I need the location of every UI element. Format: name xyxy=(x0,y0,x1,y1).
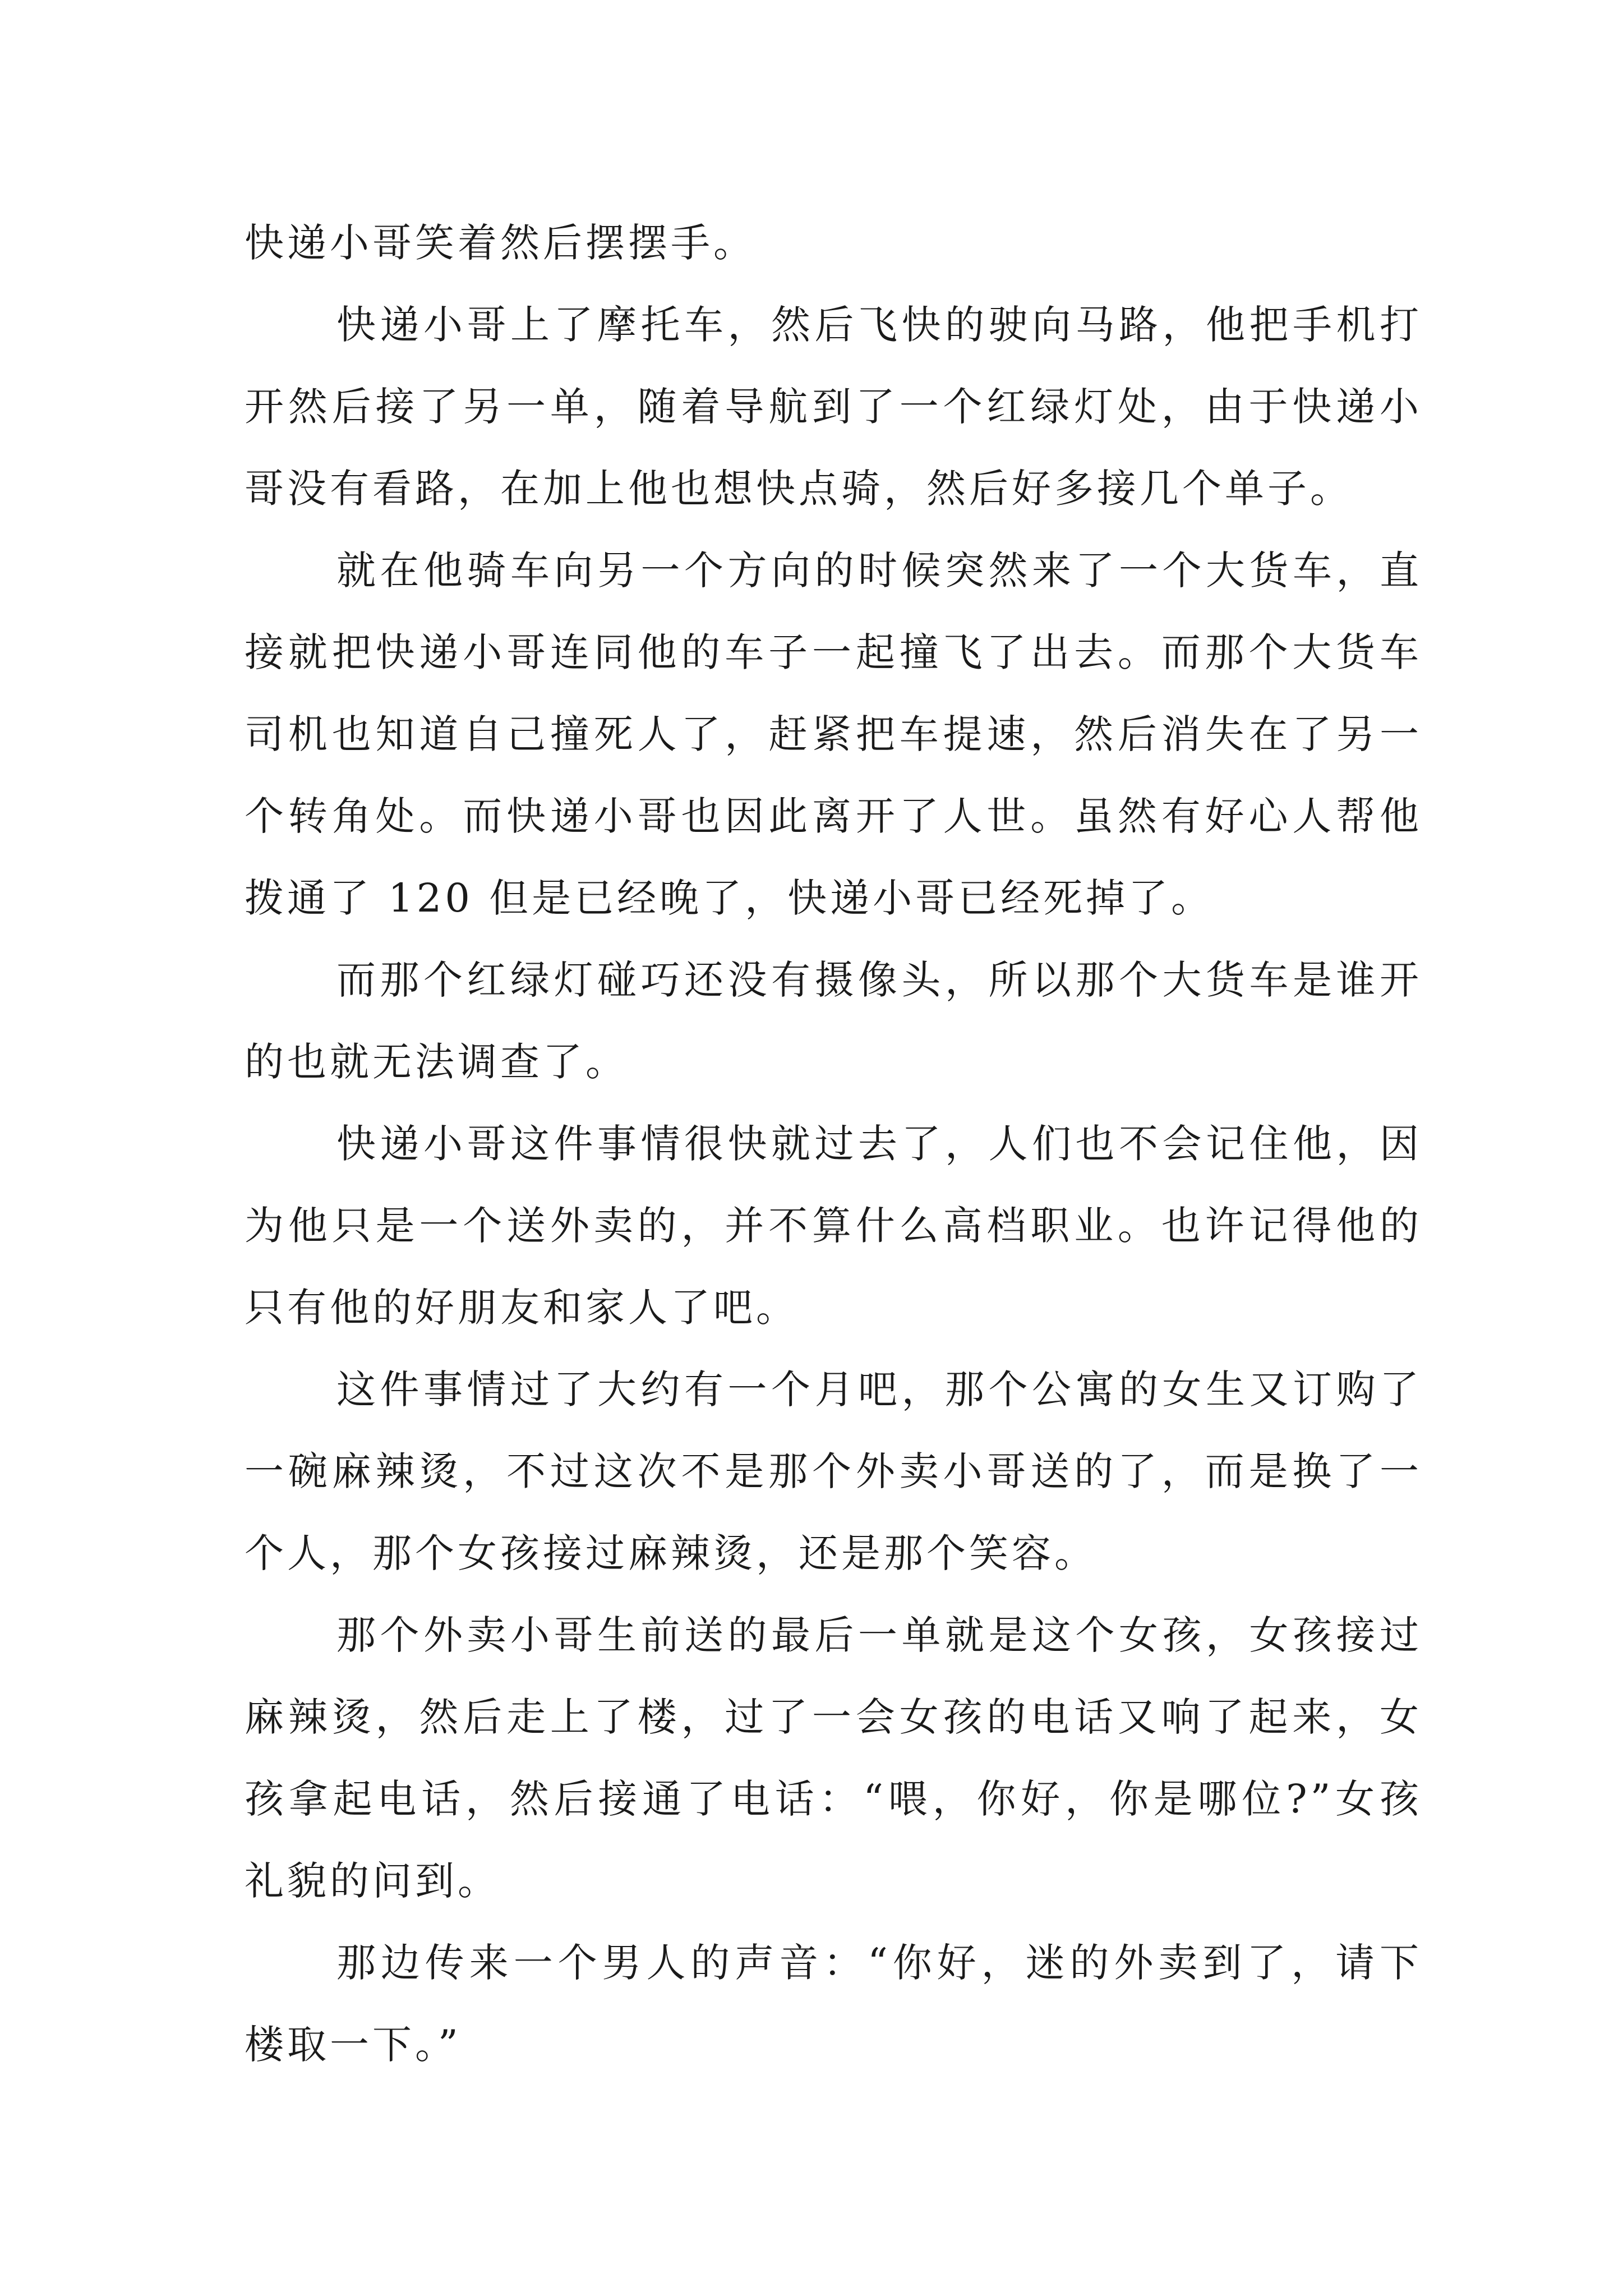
paragraph-2: 快递小哥上了摩托车，然后飞快的驶向马路，他把手机打开然后接了另一单，随着导航到了一个红绿灯处，由于快递小哥没有看路，在加上他也想快点骑，然后好多接几个单子。 xyxy=(245,302,1422,512)
paragraph-7: 那个外卖小哥生前送的最后一单就是这个女孩，女孩接过麻辣烫，然后走上了楼，过了一会女孩的电话又响了起来，女孩拿起电话，然后接通了电话：“喂，你好，你是哪位?”女孩礼貌的问到。 xyxy=(245,1612,1422,1904)
paragraph-5: 快递小哥这件事情很快就过去了，人们也不会记住他，因为他只是一个送外卖的，并不算什么高档职业。也许记得他的只有他的好朋友和家人了吧。 xyxy=(245,1121,1422,1331)
paragraph-3: 就在他骑车向另一个方向的时候突然来了一个大货车，直接就把快递小哥连同他的车子一起撞飞了出去。而那个大货车司机也知道自己撞死人了，赶紧把车提速，然后消失在了另一个转角处。而快递小哥也因此离开了人世。虽然有好心人帮他拨通了 120 但是已经晚了，快递小哥已经死掉了。 xyxy=(245,547,1422,921)
paragraph-1: 快递小哥笑着然后摆摆手。 xyxy=(245,220,756,266)
body-text xyxy=(245,202,1422,2086)
paragraph-4: 而那个红绿灯碰巧还没有摄像头，所以那个大货车是谁开的也就无法调查了。 xyxy=(245,957,1422,1085)
paragraph-8: 那边传来一个男人的声音：“你好，迷的外卖到了，请下楼取一下。” xyxy=(245,1940,1422,2068)
paragraph-6: 这件事情过了大约有一个月吧，那个公寓的女生又订购了一碗麻辣烫，不过这次不是那个外卖小哥送的了，而是换了一个人，那个女孩接过麻辣烫，还是那个笑容。 xyxy=(245,1366,1422,1576)
